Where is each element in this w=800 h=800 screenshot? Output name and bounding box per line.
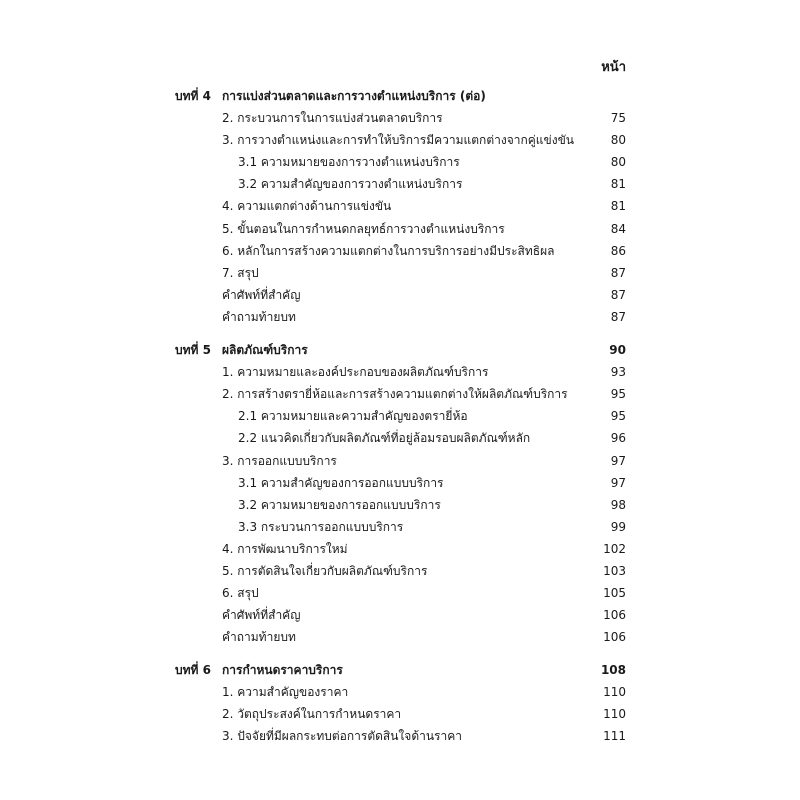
toc-entry[interactable] [222, 450, 626, 472]
toc-entry-text: 1. ความสำคัญของราคา [222, 685, 349, 699]
toc-entry-page-number: 87 [610, 310, 626, 324]
toc-entry-text: 7. สรุป [222, 266, 259, 280]
toc-entry-text: คำถามท้ายบท [222, 630, 296, 644]
toc-entry-page-number: 97 [610, 454, 626, 468]
toc-entry-page-number: 99 [610, 520, 626, 534]
chapter-heading[interactable] [0, 339, 626, 361]
page-header: หน้า [601, 60, 626, 75]
toc-entry-text: 2.2 แนวคิดเกี่ยวกับผลิตภัณฑ์ที่อยู่ล้อมรอบผลิตภัณฑ์หลัก [238, 431, 531, 445]
toc-subentry[interactable] [238, 151, 626, 173]
toc-entry[interactable] [222, 681, 626, 703]
toc-entry-page-number: 110 [603, 685, 626, 699]
toc-entry[interactable] [222, 218, 626, 240]
chapter-page-number: 90 [609, 343, 626, 357]
toc-entry-page-number: 111 [603, 729, 626, 743]
toc-entry-text: 3.3 กระบวนการออกแบบบริการ [238, 520, 404, 534]
toc-entry-page-number: 103 [603, 564, 626, 578]
toc-entry-page-number: 81 [610, 199, 626, 213]
chapter-title: การกำหนดราคาบริการ [222, 663, 343, 677]
toc-entry-page-number: 81 [610, 177, 626, 191]
toc-entry-text: 3. การออกแบบบริการ [222, 454, 337, 468]
toc-entry-text: 3. การวางตำแหน่งและการทำให้บริการมีความแตกต่างจากคู่แข่งขัน [222, 133, 574, 147]
toc-entry-page-number: 96 [610, 431, 626, 445]
toc-entry-page-number: 105 [603, 586, 626, 600]
toc-entry-text: 3.2 ความหมายของการออกแบบบริการ [238, 498, 441, 512]
toc-entry-text: 2.1 ความหมายและความสำคัญของตรายี่ห้อ [238, 409, 468, 423]
toc-subentry[interactable] [238, 405, 626, 427]
toc-entry-page-number: 95 [610, 387, 626, 401]
toc-entry[interactable] [222, 284, 626, 306]
chapter-heading[interactable] [0, 659, 626, 681]
chapter-label: บทที่ 4 [175, 89, 211, 103]
toc-entry[interactable] [222, 604, 626, 626]
toc-entry[interactable] [222, 725, 626, 747]
toc-entry-page-number: 110 [603, 707, 626, 721]
toc-entry[interactable] [222, 262, 626, 284]
toc-entry[interactable] [222, 703, 626, 725]
toc-entry-page-number: 95 [610, 409, 626, 423]
toc-entry-text: 3.2 ความสำคัญของการวางตำแหน่งบริการ [238, 177, 463, 191]
toc-entry[interactable] [222, 383, 626, 405]
toc-entry-page-number: 87 [610, 266, 626, 280]
toc-subentry[interactable] [238, 427, 626, 449]
toc-entry-page-number: 80 [610, 133, 626, 147]
toc-entry-page-number: 87 [610, 288, 626, 302]
toc-entry-page-number: 80 [610, 155, 626, 169]
toc-entry-text: 3.1 ความหมายของการวางตำแหน่งบริการ [238, 155, 460, 169]
toc-subentry[interactable] [238, 494, 626, 516]
toc-entry-page-number: 106 [603, 608, 626, 622]
toc-entry-text: 2. การสร้างตรายี่ห้อและการสร้างความแตกต่างให้ผลิตภัณฑ์บริการ [222, 387, 568, 401]
chapter-title: ผลิตภัณฑ์บริการ [222, 343, 308, 357]
toc-entry-text: 6. สรุป [222, 586, 259, 600]
toc-entry[interactable] [222, 129, 626, 151]
toc-entry-page-number: 102 [603, 542, 626, 556]
toc-entry-text: 5. การตัดสินใจเกี่ยวกับผลิตภัณฑ์บริการ [222, 564, 428, 578]
toc-entry-text: 2. กระบวนการในการแบ่งส่วนตลาดบริการ [222, 111, 443, 125]
toc-entry[interactable] [222, 240, 626, 262]
toc-entry-text: คำถามท้ายบท [222, 310, 296, 324]
toc-entry-text: 5. ขั้นตอนในการกำหนดกลยุทธ์การวางตำแหน่งบริการ [222, 222, 505, 236]
toc-subentry[interactable] [238, 173, 626, 195]
toc-subentry[interactable] [238, 516, 626, 538]
toc-entry-text: 1. ความหมายและองค์ประกอบของผลิตภัณฑ์บริการ [222, 365, 489, 379]
toc-entry-page-number: 106 [603, 630, 626, 644]
toc-subentry[interactable] [238, 472, 626, 494]
chapter-page-number: 108 [600, 663, 626, 677]
toc-entry-text: คำศัพท์ที่สำคัญ [222, 608, 301, 622]
toc-entry-page-number: 84 [610, 222, 626, 236]
toc-entry-text: 3.1 ความสำคัญของการออกแบบบริการ [238, 476, 444, 490]
toc-entry-page-number: 75 [610, 111, 626, 125]
toc-entry[interactable] [222, 538, 626, 560]
toc-entry-text: คำศัพท์ที่สำคัญ [222, 288, 301, 302]
chapter-label: บทที่ 5 [175, 343, 211, 357]
toc-entry[interactable] [222, 361, 626, 383]
toc-entry[interactable] [222, 107, 626, 129]
toc-entry-text: 2. วัตถุประสงค์ในการกำหนดราคา [222, 707, 402, 721]
toc-entry[interactable] [222, 306, 626, 328]
toc-entry-text: 6. หลักในการสร้างความแตกต่างในการบริการอย่างมีประสิทธิผล [222, 244, 555, 258]
toc-entry[interactable] [222, 560, 626, 582]
toc-entry-text: 3. ปัจจัยที่มีผลกระทบต่อการตัดสินใจด้านราคา [222, 729, 462, 743]
chapter-label: บทที่ 6 [175, 663, 211, 677]
toc-entry[interactable] [222, 582, 626, 604]
toc-entry-text: 4. ความแตกต่างด้านการแข่งขัน [222, 199, 392, 213]
toc-entry[interactable] [222, 195, 626, 217]
toc-entry-page-number: 98 [610, 498, 626, 512]
toc-entry-page-number: 97 [610, 476, 626, 490]
chapter-title: การแบ่งส่วนตลาดและการวางตำแหน่งบริการ (ต่อ) [222, 89, 486, 103]
toc-entry-text: 4. การพัฒนาบริการใหม่ [222, 542, 348, 556]
toc-entry[interactable] [222, 626, 626, 648]
chapter-heading[interactable] [0, 85, 626, 107]
toc-entry-page-number: 93 [610, 365, 626, 379]
toc-entry-page-number: 86 [610, 244, 626, 258]
